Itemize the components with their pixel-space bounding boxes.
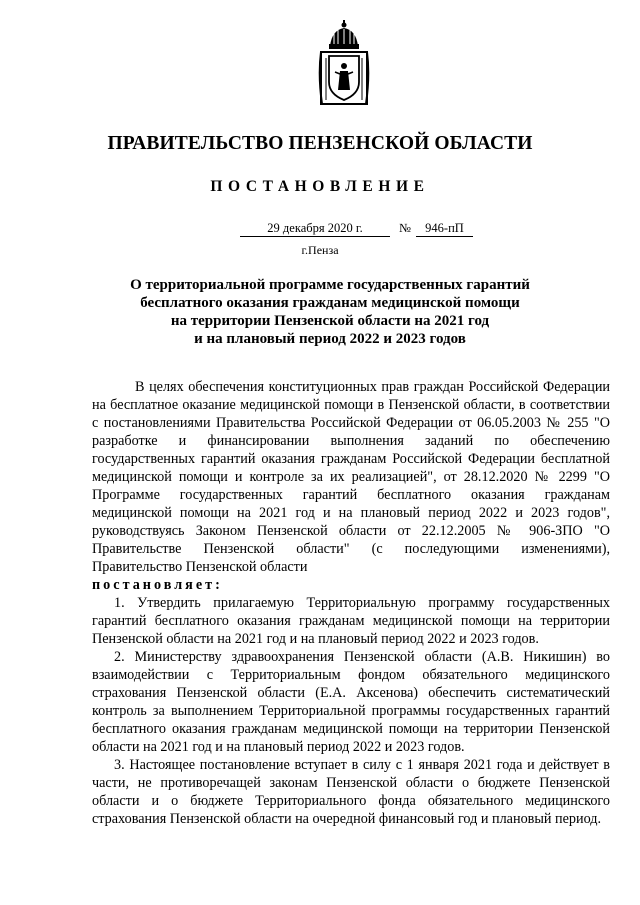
decree-item: 3. Настоящее постановление вступает в силу с 1 января 2021 года и действует в части, не противоречащей законам Пензенской области о бюджете Пензенской области и о бюджете Территориального фонда обязательного медицинского страхования Пензенской области на очередной финансовый год и плановый период. [92, 757, 610, 827]
document-date: 29 декабря 2020 г. [240, 220, 390, 237]
document-type: ПОСТАНОВЛЕНИЕ [210, 178, 430, 195]
number-label: № [399, 221, 411, 235]
title-line: и на плановый период 2022 и 2023 годов [194, 331, 466, 347]
document-meta [240, 220, 540, 238]
title-line: О территориальной программе государственных гарантий [130, 277, 530, 293]
title-line: на территории Пензенской области на 2021 год [170, 313, 490, 329]
decree-item: 1. Утвердить прилагаемую Территориальную программу государственных гарантий бесплатного оказания гражданам медицинской помощи на территории Пензенской области на 2021 год и на плановый период 2022 и 2023 годов. [92, 595, 610, 647]
title-line: бесплатного оказания гражданам медицинской помощи [140, 295, 520, 311]
document-city: г.Пенза [301, 243, 339, 257]
coat-of-arms-icon [318, 20, 370, 108]
organization-name: ПРАВИТЕЛЬСТВО ПЕНЗЕНСКОЙ ОБЛАСТИ [107, 133, 533, 154]
document-body [92, 378, 610, 828]
decree-word: постановляет: [92, 577, 223, 593]
document-title [100, 276, 560, 348]
document-number: 946-пП [416, 220, 473, 237]
decree-item: 2. Министерству здравоохранения Пензенской области (А.В. Никишин) во взаимодействии с Территориальным фондом обязательного медицинского страхования Пензенской области (Е.А. Аксенова) обеспечить систематический контроль за выполнением Территориальной программы государственных гарантий бесплатного оказания гражданам медицинской помощи на территории Пензенской области на 2021 год и на плановый период 2022 и 2023 годов. [92, 649, 610, 755]
preamble-paragraph: В целях обеспечения конституционных прав граждан Российской Федерации на бесплатное оказание медицинской помощи в Пензенской области, в соответствии с постановлениями Правительства Российской Федерации от 06.05.2003 № 255 "О разработке и финансировании выполнения заданий по обеспечению государственных гарантий оказания гражданам Российской Федерации бесплатной медицинской помощи и контроле за их реализацией", от 28.12.2020 № 2299 "О Программе государственных гарантий бесплатного оказания гражданам медицинской помощи на 2021 год и на плановый период 2022 и 2023 годов", руководствуясь Законом Пензенской области от 22.12.2005 № 906-ЗПО "О Правительстве Пензенской области" (с последующими изменениями), Правительство Пензенской области [92, 379, 610, 575]
